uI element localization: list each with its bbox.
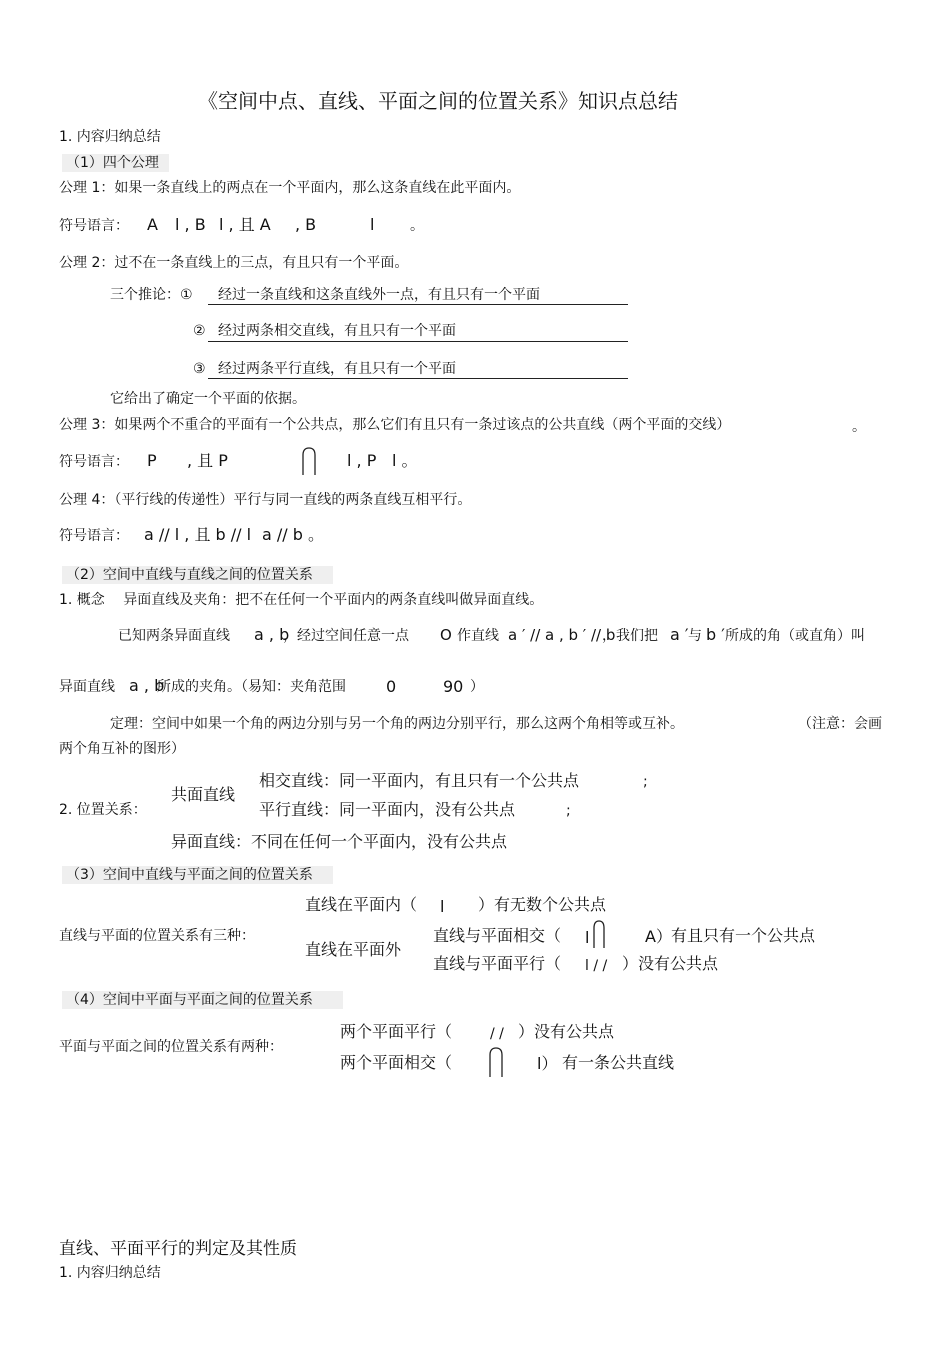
- intersection-symbol-icon: [591, 919, 607, 949]
- text-fragment: 异面直线: [59, 679, 115, 695]
- symbol-fragment: A: [147, 215, 158, 234]
- theorem: 定理：空间中如果一个角的两边分别与另一个角的两边分别平行，那么这两个角相等或互补。: [110, 716, 684, 732]
- text-fragment: 与: [688, 628, 702, 644]
- subsection-tag-plane-plane: （4）空间中平面与平面之间的位置关系: [62, 991, 343, 1009]
- symbol-fragment: , 且 P: [187, 451, 228, 470]
- text-fragment: 所成的夹角。（易知：夹角范围: [157, 679, 346, 695]
- symbol-fragment: , B: [295, 215, 317, 234]
- text-fragment: 直线与平面相交（: [433, 926, 562, 945]
- concept: 1. 概念 异面直线及夹角：把不在任何一个平面内的两条直线叫做异面直线。: [59, 592, 544, 608]
- axiom-1: 公理 1：如果一条直线上的两点在一个平面内，那么这条直线在此平面内。: [59, 180, 521, 196]
- text-fragment: ）没有公共点: [518, 1022, 615, 1041]
- line-outside-plane: 直线在平面外: [305, 940, 402, 959]
- text-fragment: ）有无数个公共点: [478, 895, 607, 914]
- symbol-fragment: l 。: [392, 451, 418, 470]
- section-heading: 1. 内容归纳总结: [59, 1265, 161, 1281]
- inference-2: 经过两条相交直线，有且只有一个平面: [218, 323, 456, 339]
- subsection-tag-line-line: （2）空间中直线与直线之间的位置关系: [62, 566, 333, 584]
- subsection-tag-axioms: （1）四个公理: [62, 154, 169, 172]
- symbol-fragment: l / /: [585, 958, 608, 974]
- underline: [208, 304, 628, 305]
- text-fragment: 两个平面相交（: [340, 1053, 453, 1072]
- subsection-tag-line-plane: （3）空间中直线与平面之间的位置关系: [62, 866, 333, 884]
- axiom-3-end: 。: [852, 419, 866, 435]
- inference-label: 三个推论：①: [110, 287, 193, 303]
- symbol-label: 符号语言：: [59, 454, 129, 470]
- axiom-2: 公理 2：过不在一条直线上的三点，有且只有一个平面。: [59, 255, 409, 271]
- symbol-fragment: l）: [537, 1054, 558, 1073]
- underline: [208, 341, 628, 342]
- text-fragment: 所成的角（或直角）叫: [725, 628, 865, 644]
- inference-number: ③: [193, 361, 206, 377]
- intersecting-lines: 相交直线：同一平面内，有且只有一个公共点: [259, 771, 580, 790]
- section-title: 直线、平面平行的判定及其性质: [59, 1239, 297, 1259]
- axiom-4: 公理 4：（平行线的传递性）平行与同一直线的两条直线互相平行。: [59, 492, 472, 508]
- separator: ;: [566, 803, 571, 819]
- coplanar-lines: 共面直线: [171, 785, 236, 804]
- symbol-fragment: a ′: [670, 625, 689, 644]
- inference-1: 经过一条直线和这条直线外一点，有且只有一个平面: [218, 287, 540, 303]
- symbol-fragment: a , b: [254, 625, 290, 644]
- inference-number: ②: [193, 323, 206, 339]
- text-fragment: 已知两条异面直线: [118, 628, 230, 644]
- symbol-fragment: a , b: [129, 676, 165, 695]
- parallel-lines: 平行直线：同一平面内，没有公共点: [259, 800, 516, 819]
- symbol-fragment: / /: [490, 1026, 504, 1042]
- symbol-fragment: l , 且 A: [219, 215, 271, 234]
- underline: [208, 378, 628, 379]
- theorem-note: 两个角互补的图形）: [59, 741, 185, 757]
- text-fragment: ）: [470, 679, 484, 695]
- symbol-fragment: l , P: [347, 451, 377, 470]
- symbol-fragment: a // b 。: [262, 525, 325, 544]
- plane-plane-label: 平面与平面之间的位置关系有两种：: [59, 1039, 283, 1055]
- text-fragment: 有且只有一个公共点: [671, 926, 816, 945]
- intersection-symbol-icon: [487, 1046, 505, 1078]
- basis-note: 它给出了确定一个平面的依据。: [110, 391, 306, 407]
- text-fragment: 两个平面平行（: [340, 1022, 453, 1041]
- text-fragment: ）没有公共点: [622, 954, 719, 973]
- symbol-fragment: 0: [386, 677, 397, 696]
- symbol-label: 符号语言：: [59, 218, 129, 234]
- section-heading: 1. 内容归纳总结: [59, 129, 161, 145]
- symbol-fragment: O: [440, 626, 452, 644]
- symbol-fragment: l: [370, 215, 375, 234]
- symbol-fragment: 。: [410, 218, 424, 234]
- symbol-fragment: l: [585, 928, 590, 947]
- text-fragment: 直线在平面内（: [305, 895, 418, 914]
- inference-3: 经过两条平行直线，有且只有一个平面: [218, 361, 456, 377]
- position-label: 2. 位置关系：: [59, 802, 147, 818]
- text-fragment: ，我们把: [602, 628, 658, 644]
- symbol-fragment: 90: [443, 677, 464, 696]
- symbol-fragment: P: [147, 451, 157, 470]
- page-title: 《空间中点、直线、平面之间的位置关系》知识点总结: [198, 89, 678, 113]
- symbol-fragment: A）: [645, 927, 672, 946]
- skew-lines: 异面直线：不同在任何一个平面内，没有公共点: [171, 832, 508, 851]
- theorem-note: （注意：会画: [798, 716, 882, 732]
- line-plane-label: 直线与平面的位置关系有三种：: [59, 928, 255, 944]
- symbol-fragment: l: [440, 897, 445, 916]
- text-fragment: ，经过空间任意一点: [283, 628, 409, 644]
- text-fragment: 作直线: [457, 628, 499, 644]
- separator: ;: [643, 774, 648, 790]
- symbol-fragment: b ′: [706, 625, 725, 644]
- symbol-fragment: a ′ // a , b ′ // b: [508, 626, 616, 644]
- axiom-3: 公理 3：如果两个不重合的平面有一个公共点，那么它们有且只有一条过该点的公共直线（两个平面的交线）: [59, 417, 731, 433]
- symbol-fragment: l , B: [175, 215, 206, 234]
- symbol-label: 符号语言：: [59, 528, 129, 544]
- text-fragment: 有一条公共直线: [562, 1053, 675, 1072]
- intersection-symbol-icon: [300, 446, 318, 476]
- text-fragment: 直线与平面平行（: [433, 954, 562, 973]
- symbol-fragment: a // l , 且 b // l: [144, 525, 252, 544]
